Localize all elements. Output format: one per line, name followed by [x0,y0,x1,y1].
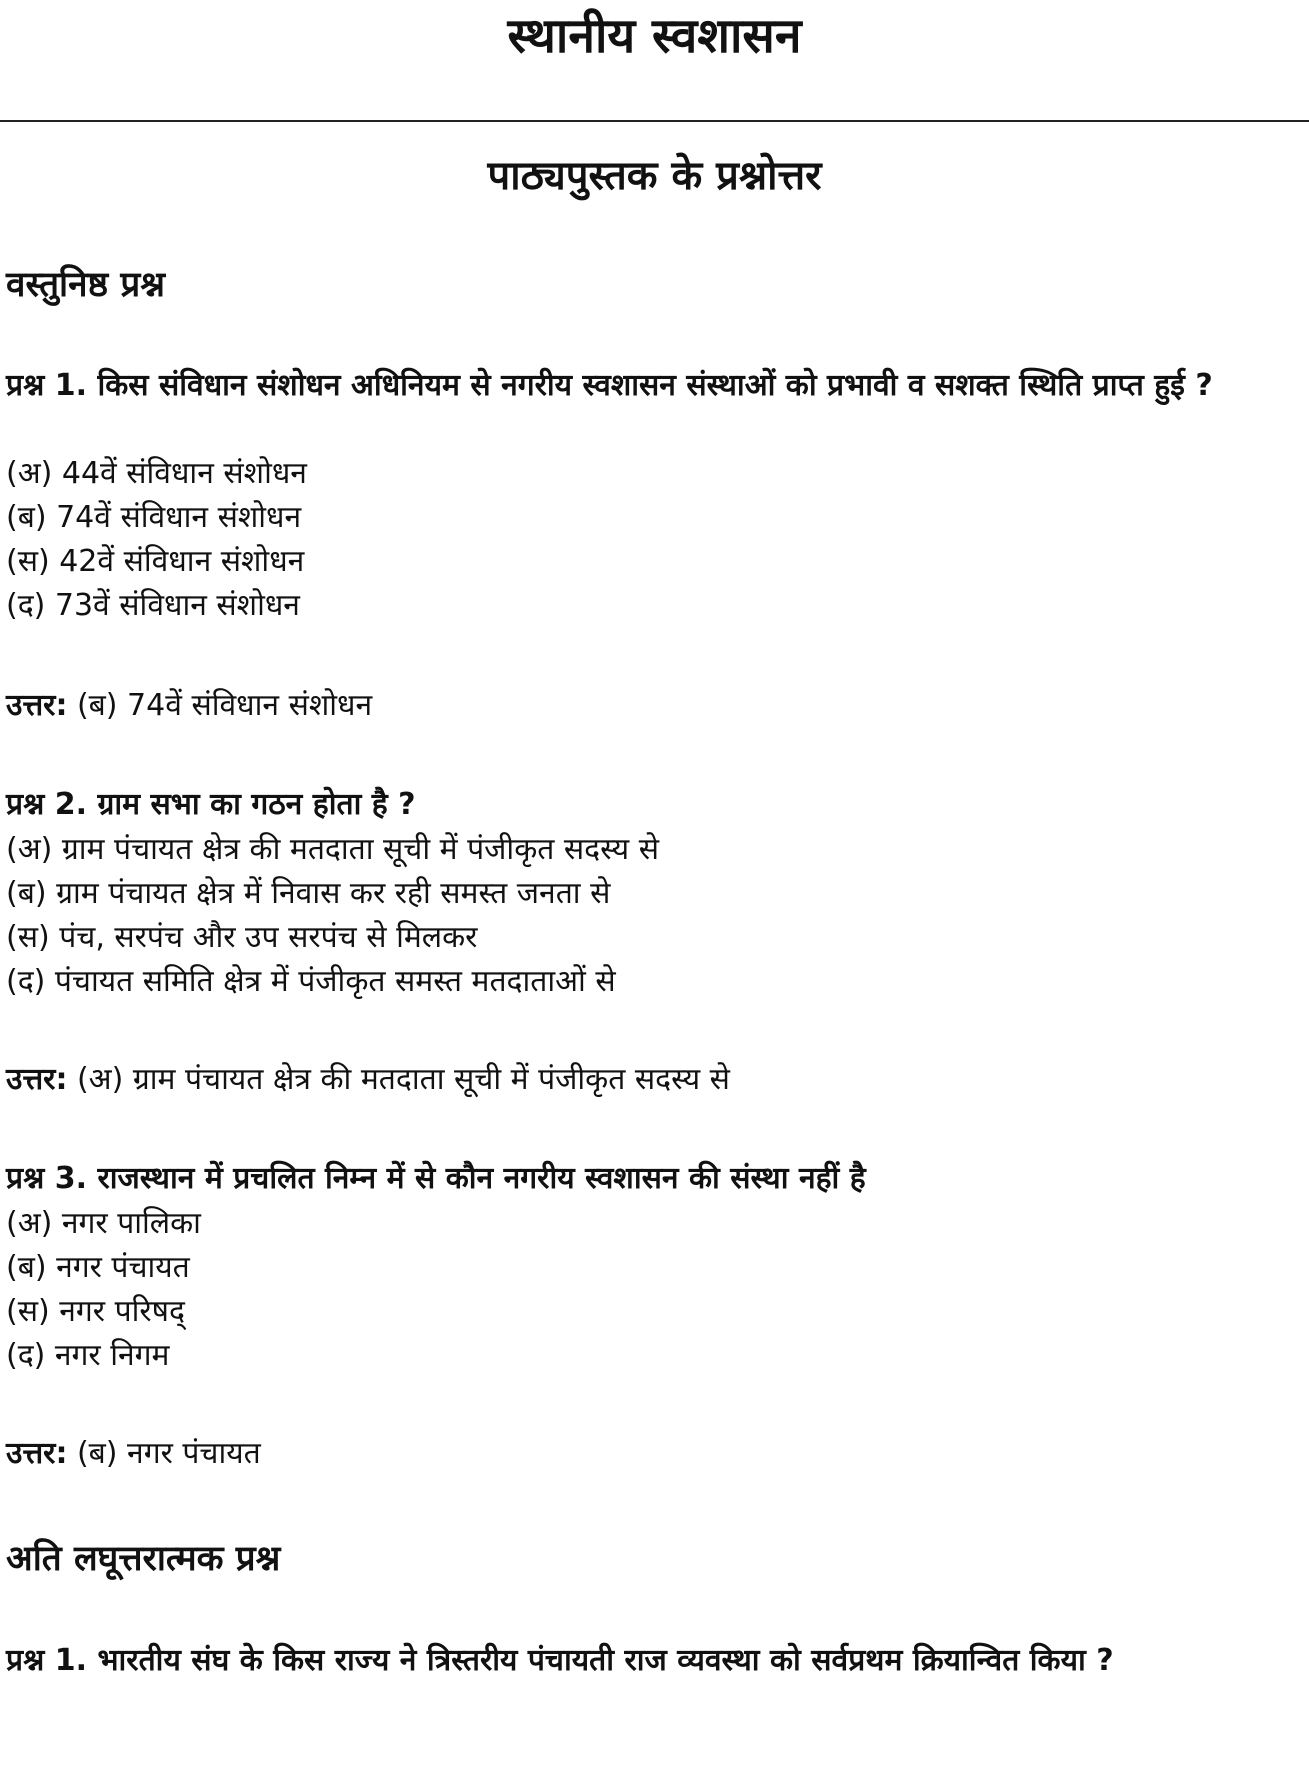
answer-label: उत्तर: [6,688,68,723]
option-d: (द) 73वें संविधान संशोधन [6,588,300,623]
option-d: (द) पंचायत समिति क्षेत्र में पंजीकृत समस्त मतदाताओं से [6,964,616,999]
answer-text: (ब) 74वें संविधान संशोधन [67,688,373,723]
question-3: प्रश्न 3. राजस्थान में प्रचलित निम्न में से कौन नगरीय स्वशासन की संस्था नहीं है [6,1161,866,1196]
question-2: प्रश्न 2. ग्राम सभा का गठन होता है ? [6,787,416,822]
option-c: (स) 42वें संविधान संशोधन [6,544,305,579]
option-d: (द) नगर निगम [6,1338,170,1373]
page-subtitle: पाठ्यपुस्तक के प्रश्नोत्तर [487,153,822,199]
option-b: (ब) 74वें संविधान संशोधन [6,500,302,535]
option-b: (ब) नगर पंचायत [6,1250,190,1285]
answer-2 [6,1058,730,1102]
title-divider [0,120,1309,122]
answer-1 [6,684,372,728]
question-2-options [6,828,659,1004]
option-a: (अ) नगर पालिका [6,1206,201,1241]
option-a: (अ) ग्राम पंचायत क्षेत्र की मतदाता सूची में पंजीकृत सदस्य से [6,832,659,867]
question-1: प्रश्न 1. किस संविधान संशोधन अधिनियम से नगरीय स्वशासन संस्थाओं को प्रभावी व सशक्त स्थिति प्राप्त हुई ? [6,368,1213,403]
question-1-very-short: प्रश्न 1. भारतीय संघ के किस राज्य ने त्रिस्तरीय पंचायती राज व्यवस्था को सर्वप्रथम क्रियान्वित किया ? [6,1643,1114,1678]
section-heading-objective: वस्तुनिष्ठ प्रश्न [6,265,165,305]
question-3-options [6,1202,201,1378]
option-b: (ब) ग्राम पंचायत क्षेत्र में निवास कर रही समस्त जनता से [6,876,611,911]
answer-text: (ब) नगर पंचायत [67,1436,261,1471]
answer-3 [6,1432,261,1476]
answer-label: उत्तर: [6,1062,68,1097]
question-1-options [6,452,307,628]
option-c: (स) पंच, सरपंच और उप सरपंच से मिलकर [6,920,478,955]
section-heading-very-short: अति लघूत्तरात्मक प्रश्न [6,1539,281,1579]
option-a: (अ) 44वें संविधान संशोधन [6,456,307,491]
answer-label: उत्तर: [6,1436,68,1471]
answer-text: (अ) ग्राम पंचायत क्षेत्र की मतदाता सूची में पंजीकृत सदस्य से [67,1062,730,1097]
option-c: (स) नगर परिषद् [6,1294,185,1329]
page-title: स्थानीय स्वशासन [507,8,802,64]
